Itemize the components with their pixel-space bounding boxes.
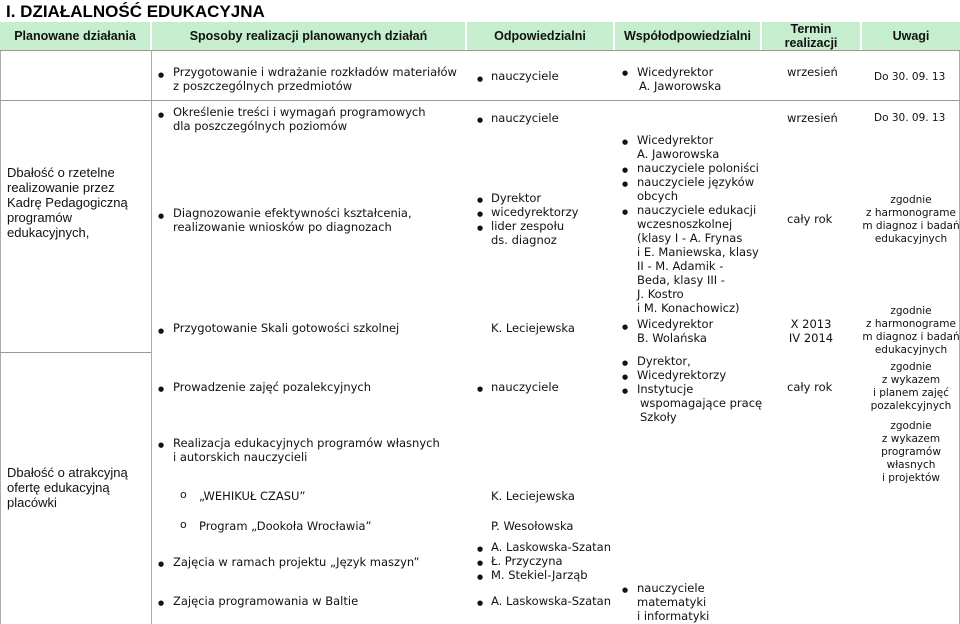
note-line: z harmonograme [866,207,956,219]
method-line: dla poszczególnych poziomów [173,119,348,133]
responsible: A. Laskowska-Szatan [491,594,611,608]
co-responsible [637,317,713,345]
note-line: edukacyjnych [874,233,948,245]
bullet-icon: ● [622,69,629,77]
header-deadline-line-1: Termin [790,22,832,36]
bullet-icon: ● [158,71,165,79]
method-line: Realizacja edukacyjnych programów własnych [173,436,440,450]
bullet-icon: ● [477,573,484,581]
responsible-line: ds. diagnoz [491,233,557,247]
deadline-line: X 2013 [790,317,832,331]
note-line: programów [881,446,941,458]
bullet-icon: ● [622,387,629,395]
co-responsible-line: Szkoły [640,410,677,424]
co-responsible-line: i informatyki [637,609,710,623]
responsible-line: lider zespołu [491,219,565,233]
method-own-programs [173,436,440,464]
method-line: z poszczególnych przedmiotów [173,79,353,93]
objective-line: placówki [7,495,57,510]
responsible-line: A. Laskowska-Szatan [491,540,611,554]
note-line: m diagnoz i badań [862,220,960,232]
co-responsible-line: (klasy I - A. Frynas [637,231,743,245]
responsible-line: Dyrektor [491,191,542,205]
header-notes: Uwagi [862,22,960,50]
bullet-icon: ● [622,586,629,594]
column-divider [151,50,152,624]
co-responsible-line: A. Jaworowska [639,79,722,93]
objective-line: Dbałość o atrakcyjną [7,465,128,480]
method-diagnosis [173,206,412,234]
objective-curriculum-quality [7,165,128,240]
co-responsible-line: i E. Maniewska, klasy [637,245,759,259]
note [862,194,960,246]
co-responsible-line: Wicedyrektorzy [637,368,727,382]
bullet-icon: ● [158,111,165,119]
co-responsible-line: i M. Konachowicz) [637,301,740,315]
responsible-line: Ł. Przyczyna [491,554,563,568]
co-responsible-line: wspomagające pracę [640,396,763,410]
co-responsible-line: nauczyciele poloniści [637,161,759,175]
method-line: realizowanie wniosków po diagnozach [173,220,392,234]
co-responsible-line: Beda, klasy III - [637,273,725,287]
note-line: zgodnie [890,194,932,206]
note [862,361,960,413]
method-line: Określenie treści i wymagań programowych [173,105,426,119]
responsible: P. Wesołowska [491,519,574,533]
bullet-icon: ● [477,599,484,607]
co-responsible-line: nauczyciele [637,581,705,595]
bullet-icon: ● [158,560,165,568]
note-line: zgodnie [890,361,932,373]
method-readiness-scale: Przygotowanie Skali gotowości szkolnej [173,321,400,335]
bullet-icon: ● [477,545,484,553]
responsible [491,191,578,247]
deadline: wrzesień [787,111,838,125]
method-line: i autorskich nauczycieli [173,450,308,464]
objective-line: edukacyjnych, [7,225,90,240]
bullet-icon: ● [477,210,484,218]
bullet-icon: ● [622,323,629,331]
bullet-icon: ● [158,441,165,449]
bullet-icon: ● [158,212,165,220]
co-responsible-line: J. Kostro [637,287,684,301]
co-responsible-line: wczesnoszkolnej [637,217,733,231]
section-title: I. DZIAŁALNOŚĆ EDUKACYJNA [6,2,265,21]
note [862,305,960,357]
co-responsible-line: Instytucje [637,382,694,396]
header-planned-actions: Planowane działania [0,22,150,50]
bullet-icon: ● [622,180,629,188]
co-responsible-line: B. Wolańska [637,331,707,345]
section-divider [0,352,151,353]
header-implementation-methods: Sposoby realizacji planowanych działań [152,22,465,50]
co-responsible-line: Wicedyrektor [637,317,714,331]
deadline-line: IV 2014 [788,331,834,345]
bullet-icon: ● [622,359,629,367]
note-line: pozalekcyjnych [870,400,952,412]
note: Do 30. 09. 13 [874,71,946,83]
method-program-requirements [173,105,426,133]
responsible: nauczyciele [491,111,559,125]
header-co-responsible: Współodpowiedzialni [615,22,760,50]
note [862,420,960,485]
co-responsible [637,354,762,424]
objective-line: Kadrę Pedagogiczną [7,195,128,210]
bullet-icon: ● [622,138,629,146]
responsible: K. Leciejewska [491,321,575,335]
objective-line: ofertę edukacyjną [7,480,110,495]
responsible-line: M. Stekiel-Jarząb [491,568,588,582]
co-responsible [637,65,721,93]
objective-line: realizowanie przez [7,180,115,195]
method-extracurricular: Prowadzenie zajęć pozalekcyjnych [173,380,372,394]
objective-line: Dbałość o rzetelne [7,165,115,180]
note-line: zgodnie [890,420,932,432]
objective-attractive-offer [7,465,128,510]
co-responsible-line: nauczyciele edukacji [637,203,757,217]
note-line: edukacyjnych [874,344,948,356]
co-responsible-line: Dyrektor, [637,354,691,368]
bullet-icon: ● [158,385,165,393]
row-divider [0,100,960,101]
method-baltie: Zajęcia programowania w Baltie [173,594,359,608]
objective-line: programów [7,210,73,225]
co-responsible-line: Wicedyrektor [637,65,714,79]
program-wehikul-czasu: „WEHIKUŁ CZASU” [199,489,306,503]
responsible: nauczyciele [491,380,559,394]
bullet-icon: ● [158,327,165,335]
note-line: i planem zajęć [872,387,950,399]
header-bottom-rule [0,50,960,51]
co-responsible [637,581,709,623]
co-responsible-line: A. Jaworowska [637,147,720,161]
note-line: własnych [886,459,936,471]
co-responsible-line: obcych [637,189,679,203]
table-border-left [0,50,1,624]
bullet-icon: ● [477,559,484,567]
note-line: z wykazem [881,433,941,445]
header-deadline-line-2: realizacji [784,36,838,50]
deadline: wrzesień [787,65,838,79]
note-line: i projektów [881,472,941,484]
bullet-icon: ● [477,116,484,124]
bullet-icon: ● [477,385,484,393]
co-responsible-line: matematyki [637,595,707,609]
deadline: cały rok [787,212,833,226]
responsible: nauczyciele [491,69,559,83]
co-responsible-line: II - M. Adamik - [637,259,724,273]
co-responsible-line: Wicedyrektor [637,133,714,147]
bullet-icon: ● [477,75,484,83]
responsible: K. Leciejewska [491,489,575,503]
method-jezyk-maszyn: Zajęcia w ramach projektu „Język maszyn” [173,555,420,569]
header-deadline [762,22,860,50]
program-dookola-wroclawia: Program „Dookoła Wrocławia” [199,519,372,533]
circle-bullet-icon: o [180,488,187,501]
note-line: z harmonograme [866,318,956,330]
method-line: Przygotowanie i wdrażanie rozkładów materiałów [173,65,457,79]
responsible [491,540,611,582]
note: Do 30. 09. 13 [874,112,946,124]
note-line: zgodnie [890,305,932,317]
bullet-icon: ● [477,224,484,232]
bullet-icon: ● [622,166,629,174]
note-line: z wykazem [881,374,941,386]
deadline [762,317,860,345]
bullet-icon: ● [622,373,629,381]
bullet-icon: ● [622,208,629,216]
circle-bullet-icon: o [180,518,187,531]
co-responsible-line: nauczyciele języków [637,175,755,189]
method-line: Diagnozowanie efektywności kształcenia, [173,206,412,220]
header-responsible: Odpowiedzialni [467,22,613,50]
bullet-icon: ● [158,599,165,607]
method-curriculum-plans [173,65,457,93]
bullet-icon: ● [477,196,484,204]
note-line: m diagnoz i badań [862,331,960,343]
co-responsible [637,133,759,315]
responsible-line: wicedyrektorzy [491,205,579,219]
deadline: cały rok [787,380,833,394]
